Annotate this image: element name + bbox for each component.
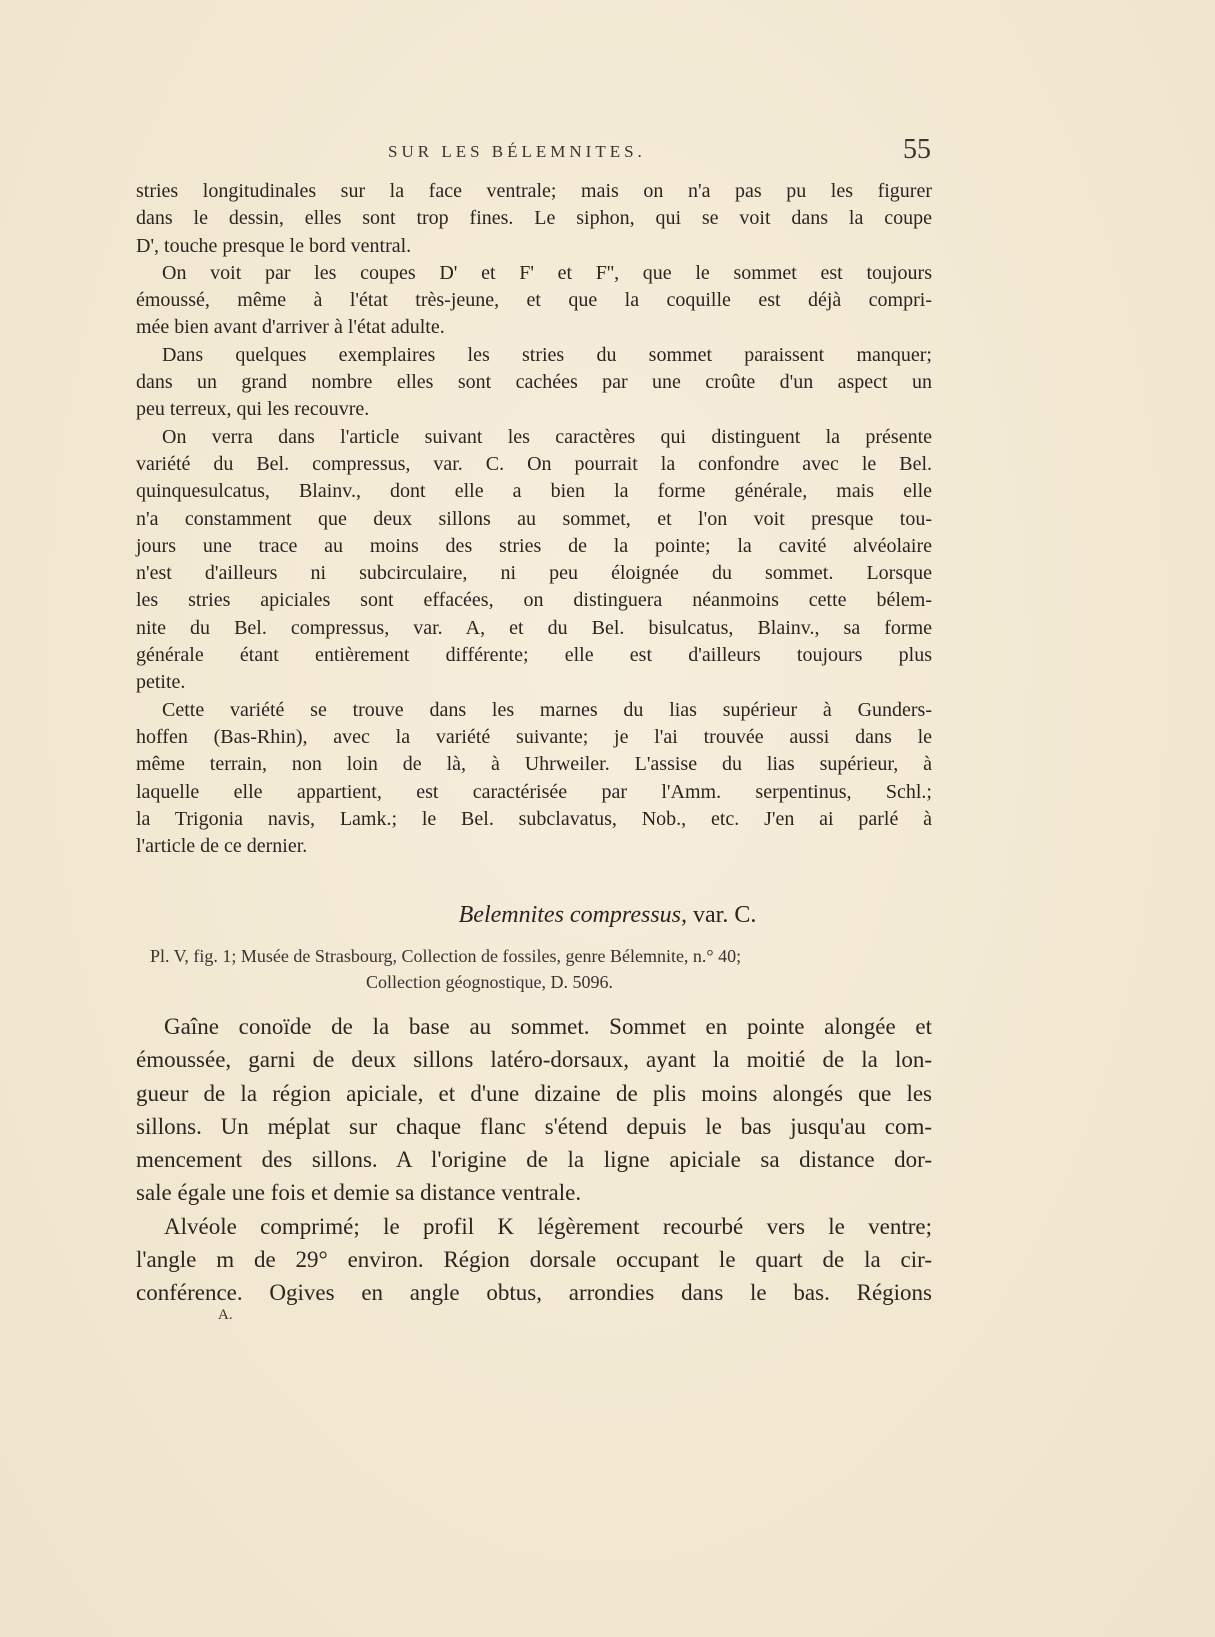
reference-line: Pl. V, fig. 1; Musée de Strasbourg, Collection de fossiles, genre Bélemnite, n.° 40; bbox=[150, 946, 742, 966]
description-line: l'angle m de 29° environ. Région dorsale occupant le quart de la cir- bbox=[136, 1247, 932, 1273]
page-number: 55 bbox=[903, 134, 931, 165]
text-line: dans un grand nombre elles sont cachées par une croûte d'un aspect un bbox=[136, 371, 932, 394]
description-line: conférence. Ogives en angle obtus, arrondies dans le bas. Régions bbox=[136, 1280, 932, 1306]
description-line: sillons. Un méplat sur chaque flanc s'étend depuis le bas jusqu'au com- bbox=[136, 1113, 932, 1139]
text-line: variété du Bel. compressus, var. C. On pourrait la confondre avec le Bel. bbox=[136, 452, 932, 475]
signature-mark: A. bbox=[218, 1307, 233, 1323]
text-line: Cette variété se trouve dans les marnes du lias supérieur à Gunders- bbox=[162, 698, 932, 721]
text-line: la Trigonia navis, Lamk.; le Bel. subclavatus, Nob., etc. J'en ai parlé à bbox=[136, 807, 932, 830]
variety-label: var. C. bbox=[693, 902, 757, 928]
text-line: générale étant entièrement différente; elle est d'ailleurs toujours plus bbox=[136, 644, 932, 667]
species-name: Belemnites compressus, bbox=[458, 902, 688, 928]
running-head bbox=[0, 134, 1215, 174]
description-line: Gaîne conoïde de la base au sommet. Sommet en pointe alongée et bbox=[164, 1014, 932, 1039]
specimen-reference bbox=[150, 943, 910, 995]
text-line: jours une trace au moins des stries de la pointe; la cavité alvéolaire bbox=[136, 534, 932, 557]
text-line: émoussé, même à l'état très-jeune, et que la coquille est déjà compri- bbox=[136, 289, 932, 312]
text-line: dans le dessin, elles sont trop fines. Le siphon, qui se voit dans la coupe bbox=[136, 207, 932, 230]
text-line: n'a constamment que deux sillons au sommet, et l'on voit presque tou- bbox=[136, 507, 932, 530]
text-line: stries longitudinales sur la face ventrale; mais on n'a pas pu les figurer bbox=[136, 180, 932, 202]
text-line: peu terreux, qui les recouvre. bbox=[136, 398, 370, 421]
text-line: laquelle elle appartient, est caractérisée par l'Amm. serpentinus, Schl.; bbox=[136, 780, 932, 803]
text-line: hoffen (Bas-Rhin), avec la variété suivante; je l'ai trouvée aussi dans le bbox=[136, 725, 932, 748]
text-line: D', touche presque le bord ventral. bbox=[136, 234, 412, 257]
text-line: mée bien avant d'arriver à l'état adulte. bbox=[136, 316, 445, 339]
section-heading bbox=[0, 902, 1215, 929]
description-line: mencement des sillons. A l'origine de la ligne apiciale sa distance dor- bbox=[136, 1147, 932, 1173]
species-description bbox=[136, 1010, 932, 1310]
description-line: sale égale une fois et demie sa distance ventrale. bbox=[136, 1180, 582, 1206]
description-line: émoussée, garni de deux sillons latéro-dorsaux, ayant la moitié de la lon- bbox=[136, 1047, 932, 1073]
text-line: On voit par les coupes D' et F' et F'', que le sommet est toujours bbox=[162, 261, 932, 284]
text-line: l'article de ce dernier. bbox=[136, 835, 308, 858]
body-text bbox=[136, 178, 932, 860]
text-line: n'est d'ailleurs ni subcirculaire, ni peu éloignée du sommet. Lorsque bbox=[136, 562, 932, 585]
description-line: gueur de la région apiciale, et d'une dizaine de plis moins alongés que les bbox=[136, 1080, 932, 1106]
text-line: quinquesulcatus, Blainv., dont elle a bien la forme générale, mais elle bbox=[136, 480, 932, 503]
text-line: les stries apiciales sont effacées, on distinguera néanmoins cette bélem- bbox=[136, 589, 932, 612]
text-line: même terrain, non loin de là, à Uhrweiler. L'assise du lias supérieur, à bbox=[136, 753, 932, 776]
text-line: nite du Bel. compressus, var. A, et du Bel. bisulcatus, Blainv., sa forme bbox=[136, 616, 932, 639]
running-title: SUR LES BÉLEMNITES. bbox=[388, 142, 646, 161]
description-line: Alvéole comprimé; le profil K légèrement recourbé vers le ventre; bbox=[164, 1213, 932, 1239]
text-line: Dans quelques exemplaires les stries du sommet paraissent manquer; bbox=[162, 343, 932, 366]
text-line: On verra dans l'article suivant les caractères qui distinguent la présente bbox=[162, 425, 932, 448]
reference-line: Collection géognostique, D. 5096. bbox=[366, 972, 613, 992]
text-line: petite. bbox=[136, 671, 186, 694]
